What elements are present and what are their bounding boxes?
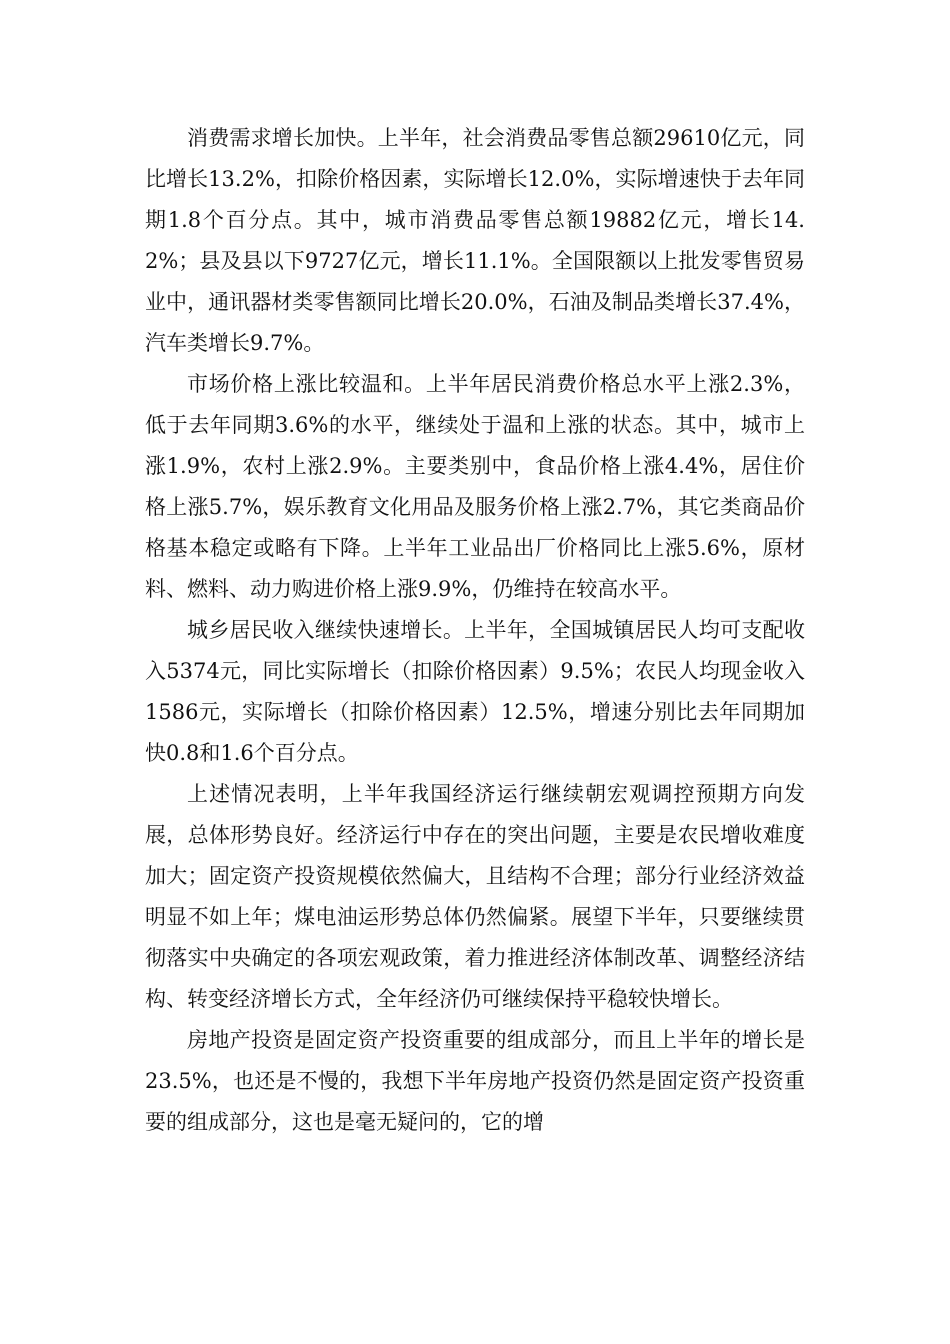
- document-body: [145, 118, 805, 1143]
- paragraph-prices: 市场价格上涨比较温和。上半年居民消费价格总水平上涨2.3%，低于去年同期3.6%的水平，继续处于温和上涨的状态。其中，城市上涨1.9%，农村上涨2.9%。主要类别中，食品价格上涨4.4%，居住价格上涨5.7%，娱乐教育文化用品及服务价格上涨2.7%，其它类商品价格基本稳定或略有下降。上半年工业品出厂价格同比上涨5.6%，原材料、燃料、动力购进价格上涨9.9%，仍维持在较高水平。: [145, 372, 805, 601]
- paragraph-summary: 上述情况表明，上半年我国经济运行继续朝宏观调控预期方向发展，总体形势良好。经济运行中存在的突出问题，主要是农民增收难度加大；固定资产投资规模依然偏大，且结构不合理；部分行业经济效益明显不如上年；煤电油运形势总体仍然偏紧。展望下半年，只要继续贯彻落实中央确定的各项宏观政策，着力推进经济体制改革、调整经济结构、转变经济增长方式，全年经济仍可继续保持平稳较快增长。: [145, 782, 805, 1011]
- paragraph-consumption: 消费需求增长加快。上半年，社会消费品零售总额29610亿元，同比增长13.2%，扣除价格因素，实际增长12.0%，实际增速快于去年同期1.8个百分点。其中，城市消费品零售总额19882亿元，增长14.2%；县及县以下9727亿元，增长11.1%。全国限额以上批发零售贸易业中，通讯器材类零售额同比增长20.0%，石油及制品类增长37.4%，汽车类增长9.7%。: [145, 126, 805, 355]
- paragraph-real-estate: 房地产投资是固定资产投资重要的组成部分，而且上半年的增长是23.5%，也还是不慢的，我想下半年房地产投资仍然是固定资产投资重要的组成部分，这也是毫无疑问的，它的增: [145, 1028, 805, 1134]
- paragraph-income: 城乡居民收入继续快速增长。上半年，全国城镇居民人均可支配收入5374元，同比实际增长（扣除价格因素）9.5%；农民人均现金收入1586元，实际增长（扣除价格因素）12.5%，增速分别比去年同期加快0.8和1.6个百分点。: [145, 618, 805, 765]
